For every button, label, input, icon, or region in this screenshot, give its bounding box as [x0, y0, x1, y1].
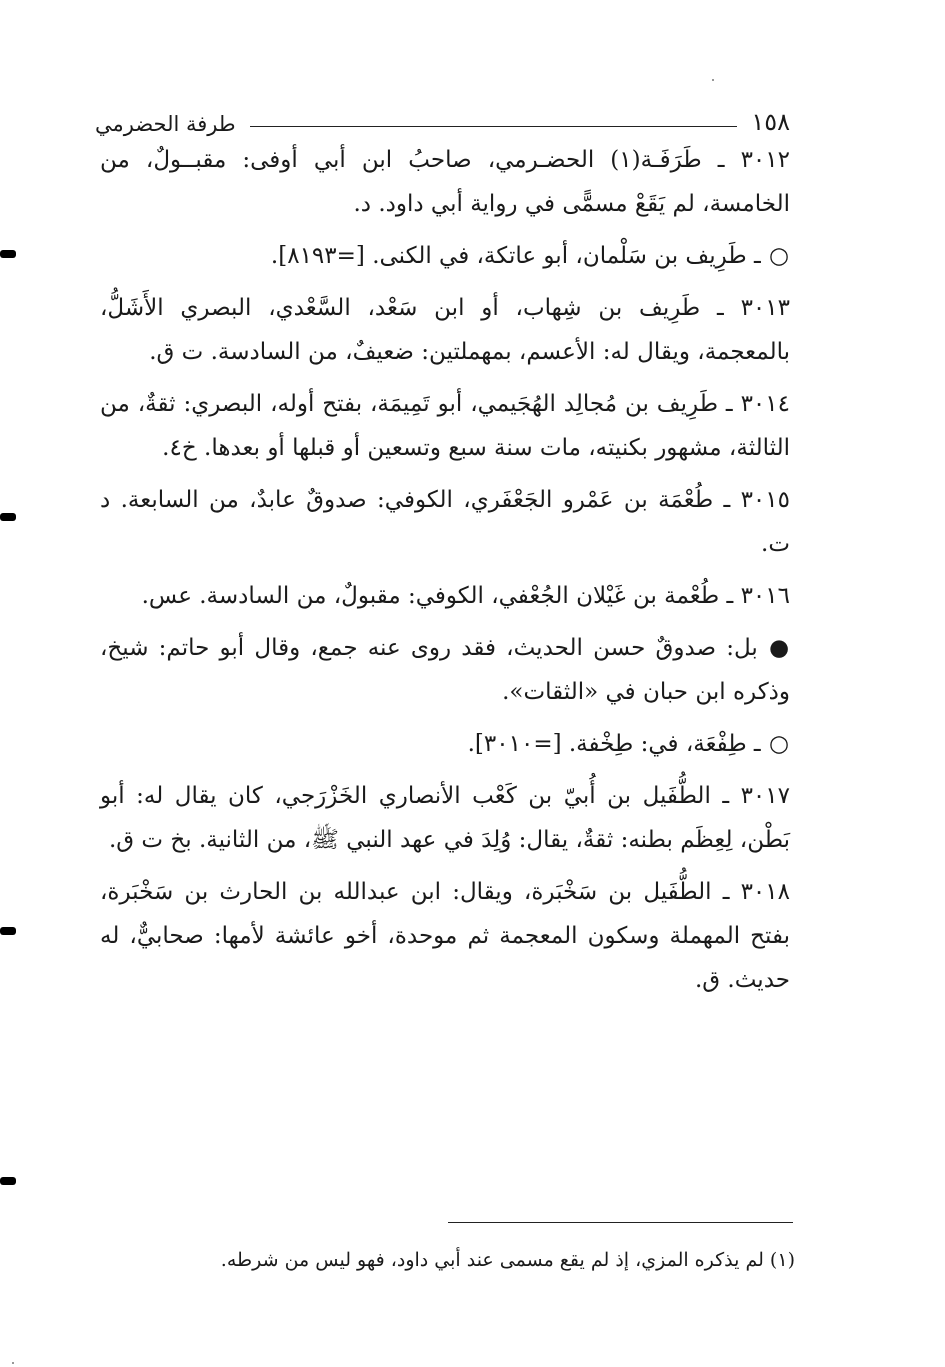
entry-3018: ٣٠١٨ ـ الطُّفَيل بن سَخْبَرة، ويقال: ابن عبدالله بن الحارث بن سَخْبَرة، بفتح المهملة وسكون المعجمة ثم موحدة، أخو عائشة لأمها: صحابيٌّ، له حديث. ق.: [100, 879, 790, 993]
entry-3017: ٣٠١٧ ـ الطُّفَيل بن أُبيّ بن كَعْب الأنصاري الخَزْرَجي، كان يقال له: أبو بَطْن، لِعِظَم بطنه: ثقةٌ، يقال: وُلِدَ في عهد النبي ﷺ، من الثانية. بخ ت ق.: [100, 783, 790, 853]
cross-reference-tifah: ○ ـ طِفْعَة، في: طِخْفة. [=٣٠١٠].: [100, 722, 790, 766]
binding-mark: [0, 250, 16, 258]
hollow-circle-icon: ○: [768, 243, 790, 269]
binding-mark: [0, 927, 16, 935]
header-rule: [250, 126, 738, 127]
running-title: طرفة الحضرمي: [95, 112, 236, 136]
entries-body: [100, 138, 790, 1010]
filled-circle-icon: ●: [768, 635, 790, 661]
binding-mark: [0, 1177, 16, 1185]
footnote: (١) لم يذكره المزي، إذ لم يقع مسمى عند أبي داود، فهو ليس من شرطه.: [220, 1249, 795, 1271]
page-number: ١٥٨: [751, 108, 790, 136]
entry-3012: ٣٠١٢ ـ طَرَفَـة(١) الحضـرمي، صاحبُ ابن أبي أوفى: مقبــولٌ، من الخامسة، لم يَقَعْ مسمًّى في رواية أبي داود. د.: [100, 147, 790, 217]
entry-3015: ٣٠١٥ ـ طُعْمَة بن عَمْرو الجَعْفَري، الكوفي: صدوقٌ عابدٌ، من السابعة. د ت.: [100, 487, 790, 557]
footnote-rule: [448, 1222, 793, 1223]
cross-reference-tarif-bin-salman: ○ ـ طَرِيف بن سَلْمان، أبو عاتكة، في الكنى. [=٨١٩٣].: [100, 234, 790, 278]
editor-comment: ● بل: صدوقٌ حسن الحديث، فقد روى عنه جمع، وقال أبو حاتم: شيخ، وذكره ابن حبان في «الثقات».: [100, 626, 790, 714]
hollow-circle-icon: ○: [768, 731, 790, 757]
page-header: [95, 96, 790, 136]
entry-3013: ٣٠١٣ ـ طَرِيف بن شِهاب، أو ابن سَعْد، السَّعْدي، البصري الأَشَلُّ، بالمعجمة، ويقال له: الأعسم، بمهملتين: ضعيفٌ، من السادسة. ت ق.: [100, 295, 790, 365]
entry-3016: ٣٠١٦ ـ طُعْمة بن غَيْلان الجُعْفي، الكوفي: مقبولٌ، من السادسة. عس.: [141, 583, 790, 609]
scan-speck: [12, 1362, 14, 1364]
binding-mark: [0, 513, 16, 521]
scan-speck: [712, 79, 714, 81]
entry-3014: ٣٠١٤ ـ طَرِيف بن مُجالِد الهُجَيمي، أبو تَمِيمَة، بفتح أوله، البصري: ثقةٌ، من الثالثة، مشهور بكنيته، مات سنة سبع وتسعين أو قبلها أو بعدها. خ٤.: [100, 391, 790, 461]
